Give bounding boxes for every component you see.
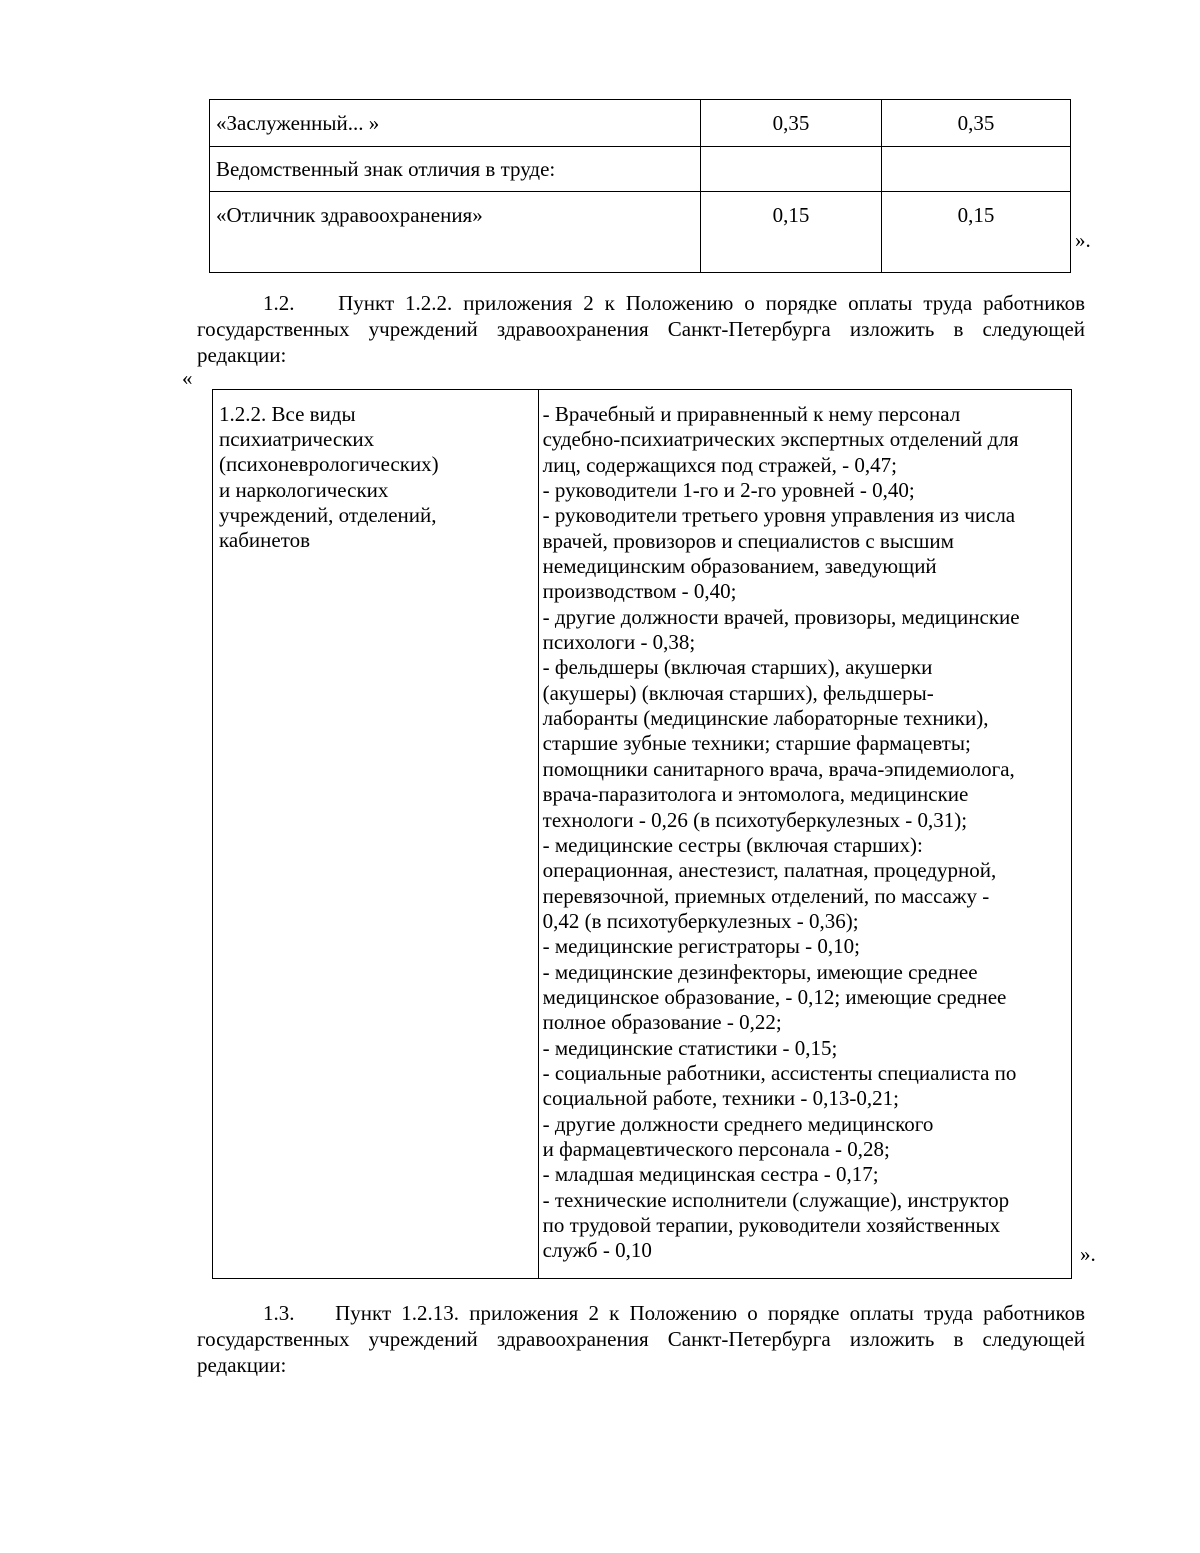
table-cell-line: психологи - 0,38; (542, 630, 696, 655)
table-cell-line: кабинетов (219, 528, 311, 553)
coefficients-cell (538, 390, 1071, 1279)
table-cell-line: операционная, анестезист, палатная, процедурной, (542, 858, 997, 883)
table-cell-line: - медицинские статистики - 0,15; (542, 1035, 838, 1060)
table-cell-line: старшие зубные техники; старшие фармацевты; (542, 731, 971, 756)
table-cell-line: судебно-психиатрических экспертных отделений для (542, 427, 1019, 452)
table-cell-line: помощники санитарного врача, врача-эпидемиолога, (542, 756, 1015, 781)
table-cell-value: 0,15 (882, 192, 1071, 273)
table-cell-line: - фельдшеры (включая старших), акушерки (542, 655, 933, 680)
table-cell-line: немедицинским образованием, заведующий (542, 554, 937, 579)
opening-quote: « (182, 366, 193, 390)
table-cell-line: учреждений, отделений, (219, 502, 437, 527)
table-cell-line: - медицинские сестры (включая старших): (542, 832, 923, 857)
table-cell-label: «Заслуженный... » (210, 100, 701, 147)
table-cell-line: перевязочной, приемных отделений, по массажу - (542, 883, 990, 908)
paragraph-number: 1.2. (263, 291, 295, 315)
paragraph-text: Пункт 1.2.13. приложения 2 к Положению о порядке оплаты труда работников государственных учреждений здравоохранения Санкт-Петербурга изложить в следующей редакции: (197, 1301, 1085, 1377)
table-cell-line: - технические исполнители (служащие), инструктор (542, 1187, 1010, 1212)
table-cell-line: (психоневрологических) (219, 452, 439, 477)
table-row (213, 390, 1072, 1279)
table-cell-value (701, 147, 882, 192)
table-cell-line: медицинское образование, - 0,12; имеющие среднее (542, 984, 1007, 1009)
table-cell-line: - руководители 1-го и 2-го уровней - 0,40; (542, 478, 915, 503)
table-cell-line: лаборанты (медицинские лабораторные техники), (542, 706, 989, 731)
table-cell-value (882, 147, 1071, 192)
table-cell-line: врачей, провизоров и специалистов с высшим (542, 528, 954, 553)
table-cell-line: психиатрических (219, 427, 375, 452)
table-cell-line: - младшая медицинская сестра - 0,17; (542, 1162, 879, 1187)
table-cell-value: 0,15 (701, 192, 882, 273)
table-cell-label: Ведомственный знак отличия в труде: (210, 147, 701, 192)
closing-quote: ». (1080, 1242, 1096, 1266)
table-cell-value: 0,35 (701, 100, 882, 147)
table-cell-line: и фармацевтического персонала - 0,28; (542, 1136, 890, 1161)
table-cell-line: лиц, содержащихся под стражей, - 0,47; (542, 452, 897, 477)
table-cell-line: социальной работе, техники - 0,13-0,21; (542, 1086, 899, 1111)
paragraph-1-3 (197, 1300, 1085, 1378)
table-row (210, 147, 1071, 192)
table-cell-line: технологи - 0,26 (в психотуберкулезных - 0,31); (542, 807, 968, 832)
table-cell-line: и наркологических (219, 477, 389, 502)
table-cell-line: - другие должности врачей, провизоры, медицинские (542, 604, 1020, 629)
table-cell-line: - медицинские регистраторы - 0,10; (542, 934, 860, 959)
closing-quote: ». (1075, 228, 1091, 252)
table-cell-line: - другие должности среднего медицинского (542, 1111, 934, 1136)
table-cell-line: 0,42 (в психотуберкулезных - 0,36); (542, 908, 859, 933)
table-cell-line: - руководители третьего уровня управления из числа (542, 503, 1016, 528)
table-cell-line: - социальные работники, ассистенты специалиста по (542, 1060, 1017, 1085)
table-cell-line: служб - 0,10 (542, 1238, 652, 1263)
table-row (210, 100, 1071, 147)
table-row (210, 192, 1071, 273)
table-cell-line: (акушеры) (включая старших), фельдшеры- (542, 680, 934, 705)
paragraph-1-2 (197, 290, 1085, 368)
paragraph-text: Пункт 1.2.2. приложения 2 к Положению о порядке оплаты труда работников государственных учреждений здравоохранения Санкт-Петербурга изложить в следующей редакции: (197, 291, 1085, 367)
table-cell-value: 0,35 (882, 100, 1071, 147)
table-cell-line: - медицинские дезинфекторы, имеющие среднее (542, 959, 978, 984)
table-cell-line: по трудовой терапии, руководители хозяйственных (542, 1213, 1001, 1237)
table-cell-line: врача-паразитолога и энтомолога, медицинские (542, 782, 969, 807)
table-cell-label: «Отличник здравоохранения» (210, 192, 701, 273)
coefficients-table (212, 389, 1072, 1279)
institution-type-cell (213, 390, 539, 1279)
table-cell-line: производством - 0,40; (542, 579, 737, 604)
table-cell-line: 1.2.2. Все виды (219, 402, 356, 426)
table-cell-line: полное образование - 0,22; (542, 1010, 782, 1035)
paragraph-number: 1.3. (263, 1301, 295, 1325)
awards-table (209, 99, 1071, 273)
table-cell-line: - Врачебный и приравненный к нему персонал (542, 402, 961, 426)
